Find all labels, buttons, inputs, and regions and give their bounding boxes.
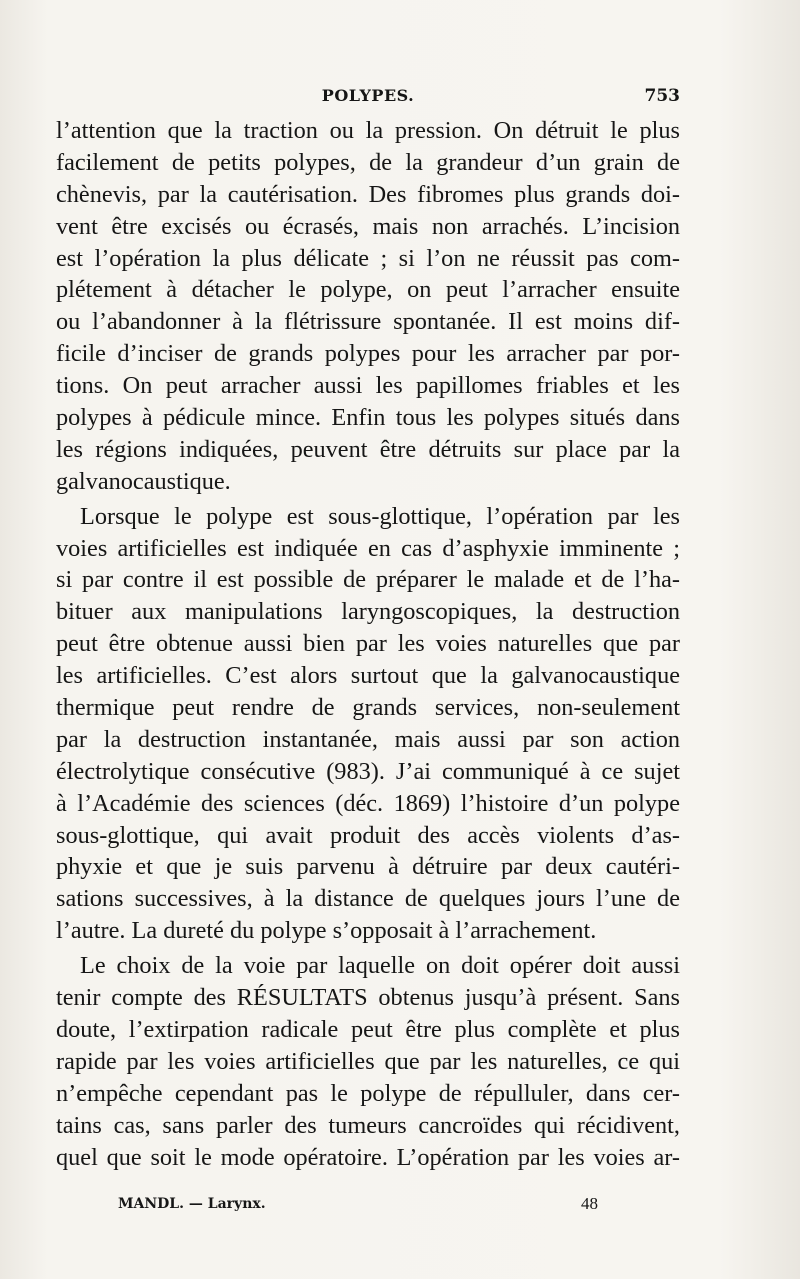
paragraph-2 bbox=[56, 501, 680, 947]
text-line: galvanocaustique. bbox=[56, 467, 231, 495]
footer-author: MANDL. — Larynx. bbox=[118, 1196, 266, 1212]
text-line: rapide par les voies artificielles que par les naturelles, ce qui bbox=[56, 1047, 680, 1075]
text-line: bituer aux manipulations laryngoscopiques, la destruction bbox=[56, 598, 680, 626]
page-footer bbox=[118, 1196, 598, 1220]
page-number: 753 bbox=[644, 86, 680, 106]
text-line: si par contre il est possible de préparer le malade et de l’ha- bbox=[56, 566, 680, 594]
text-line: sations successives, à la distance de quelques jours l’une de bbox=[56, 885, 680, 913]
text-line: vent être excisés ou écrasés, mais non arrachés. L’incision bbox=[56, 212, 680, 240]
running-title: POLYPES. bbox=[321, 86, 415, 105]
text-line: Lorsque le polype est sous-glottique, l’opération par les bbox=[80, 502, 680, 530]
text-line: plétement à détacher le polype, on peut l’arracher ensuite bbox=[56, 276, 680, 304]
running-header bbox=[56, 86, 680, 114]
text-line: est l’opération la plus délicate ; si l’on ne réussit pas com- bbox=[56, 244, 680, 272]
text-line: tenir compte des RÉSULTATS obtenus jusqu’à présent. Sans bbox=[56, 984, 680, 1012]
text-line: facilement de petits polypes, de la grandeur d’un grain de bbox=[56, 148, 680, 176]
text-line: Le choix de la voie par laquelle on doit opérer doit aussi bbox=[80, 952, 680, 980]
text-line: phyxie et que je suis parvenu à détruire par deux cautéri- bbox=[56, 853, 680, 881]
text-line: sous-glottique, qui avait produit des accès violents d’as- bbox=[56, 821, 680, 849]
text-line: quel que soit le mode opératoire. L’opération par les voies ar- bbox=[56, 1143, 680, 1171]
text-line: ficile d’inciser de grands polypes pour les arracher par por- bbox=[56, 340, 680, 368]
text-line: les régions indiquées, peuvent être détruits sur place par la bbox=[56, 435, 680, 463]
text-line: l’autre. La dureté du polype s’opposait à l’arrachement. bbox=[56, 917, 597, 945]
text-line: n’empêche cependant pas le polype de répulluler, dans cer- bbox=[56, 1079, 680, 1107]
paragraph-3 bbox=[56, 950, 680, 1173]
text-line: doute, l’extirpation radicale peut être plus complète et plus bbox=[56, 1015, 680, 1043]
text-line: polypes à pédicule mince. Enfin tous les polypes situés dans bbox=[56, 404, 680, 432]
text-line: chènevis, par la cautérisation. Des fibromes plus grands doi- bbox=[56, 180, 680, 208]
text-line: par la destruction instantanée, mais aussi par son action bbox=[56, 725, 680, 753]
text-line: tions. On peut arracher aussi les papillomes friables et les bbox=[56, 372, 680, 400]
signature-mark: 48 bbox=[581, 1194, 598, 1213]
text-line: ou l’abandonner à la flétrissure spontanée. Il est moins dif- bbox=[56, 308, 680, 336]
text-line: peut être obtenue aussi bien par les voies naturelles que par bbox=[56, 630, 680, 658]
text-line: les artificielles. C’est alors surtout que la galvanocaustique bbox=[56, 662, 680, 690]
text-line: l’attention que la traction ou la pression. On détruit le plus bbox=[56, 117, 680, 144]
paragraph-1 bbox=[56, 115, 680, 498]
body-text bbox=[56, 115, 680, 1173]
text-line: thermique peut rendre de grands services, non-seulement bbox=[56, 694, 680, 722]
text-line: électrolytique consécutive (983). J’ai communiqué à ce sujet bbox=[56, 757, 680, 785]
text-line: tains cas, sans parler des tumeurs cancroïdes qui récidivent, bbox=[56, 1111, 680, 1139]
text-line: voies artificielles est indiquée en cas d’asphyxie imminente ; bbox=[56, 534, 680, 562]
text-line: à l’Académie des sciences (déc. 1869) l’histoire d’un polype bbox=[56, 789, 680, 817]
